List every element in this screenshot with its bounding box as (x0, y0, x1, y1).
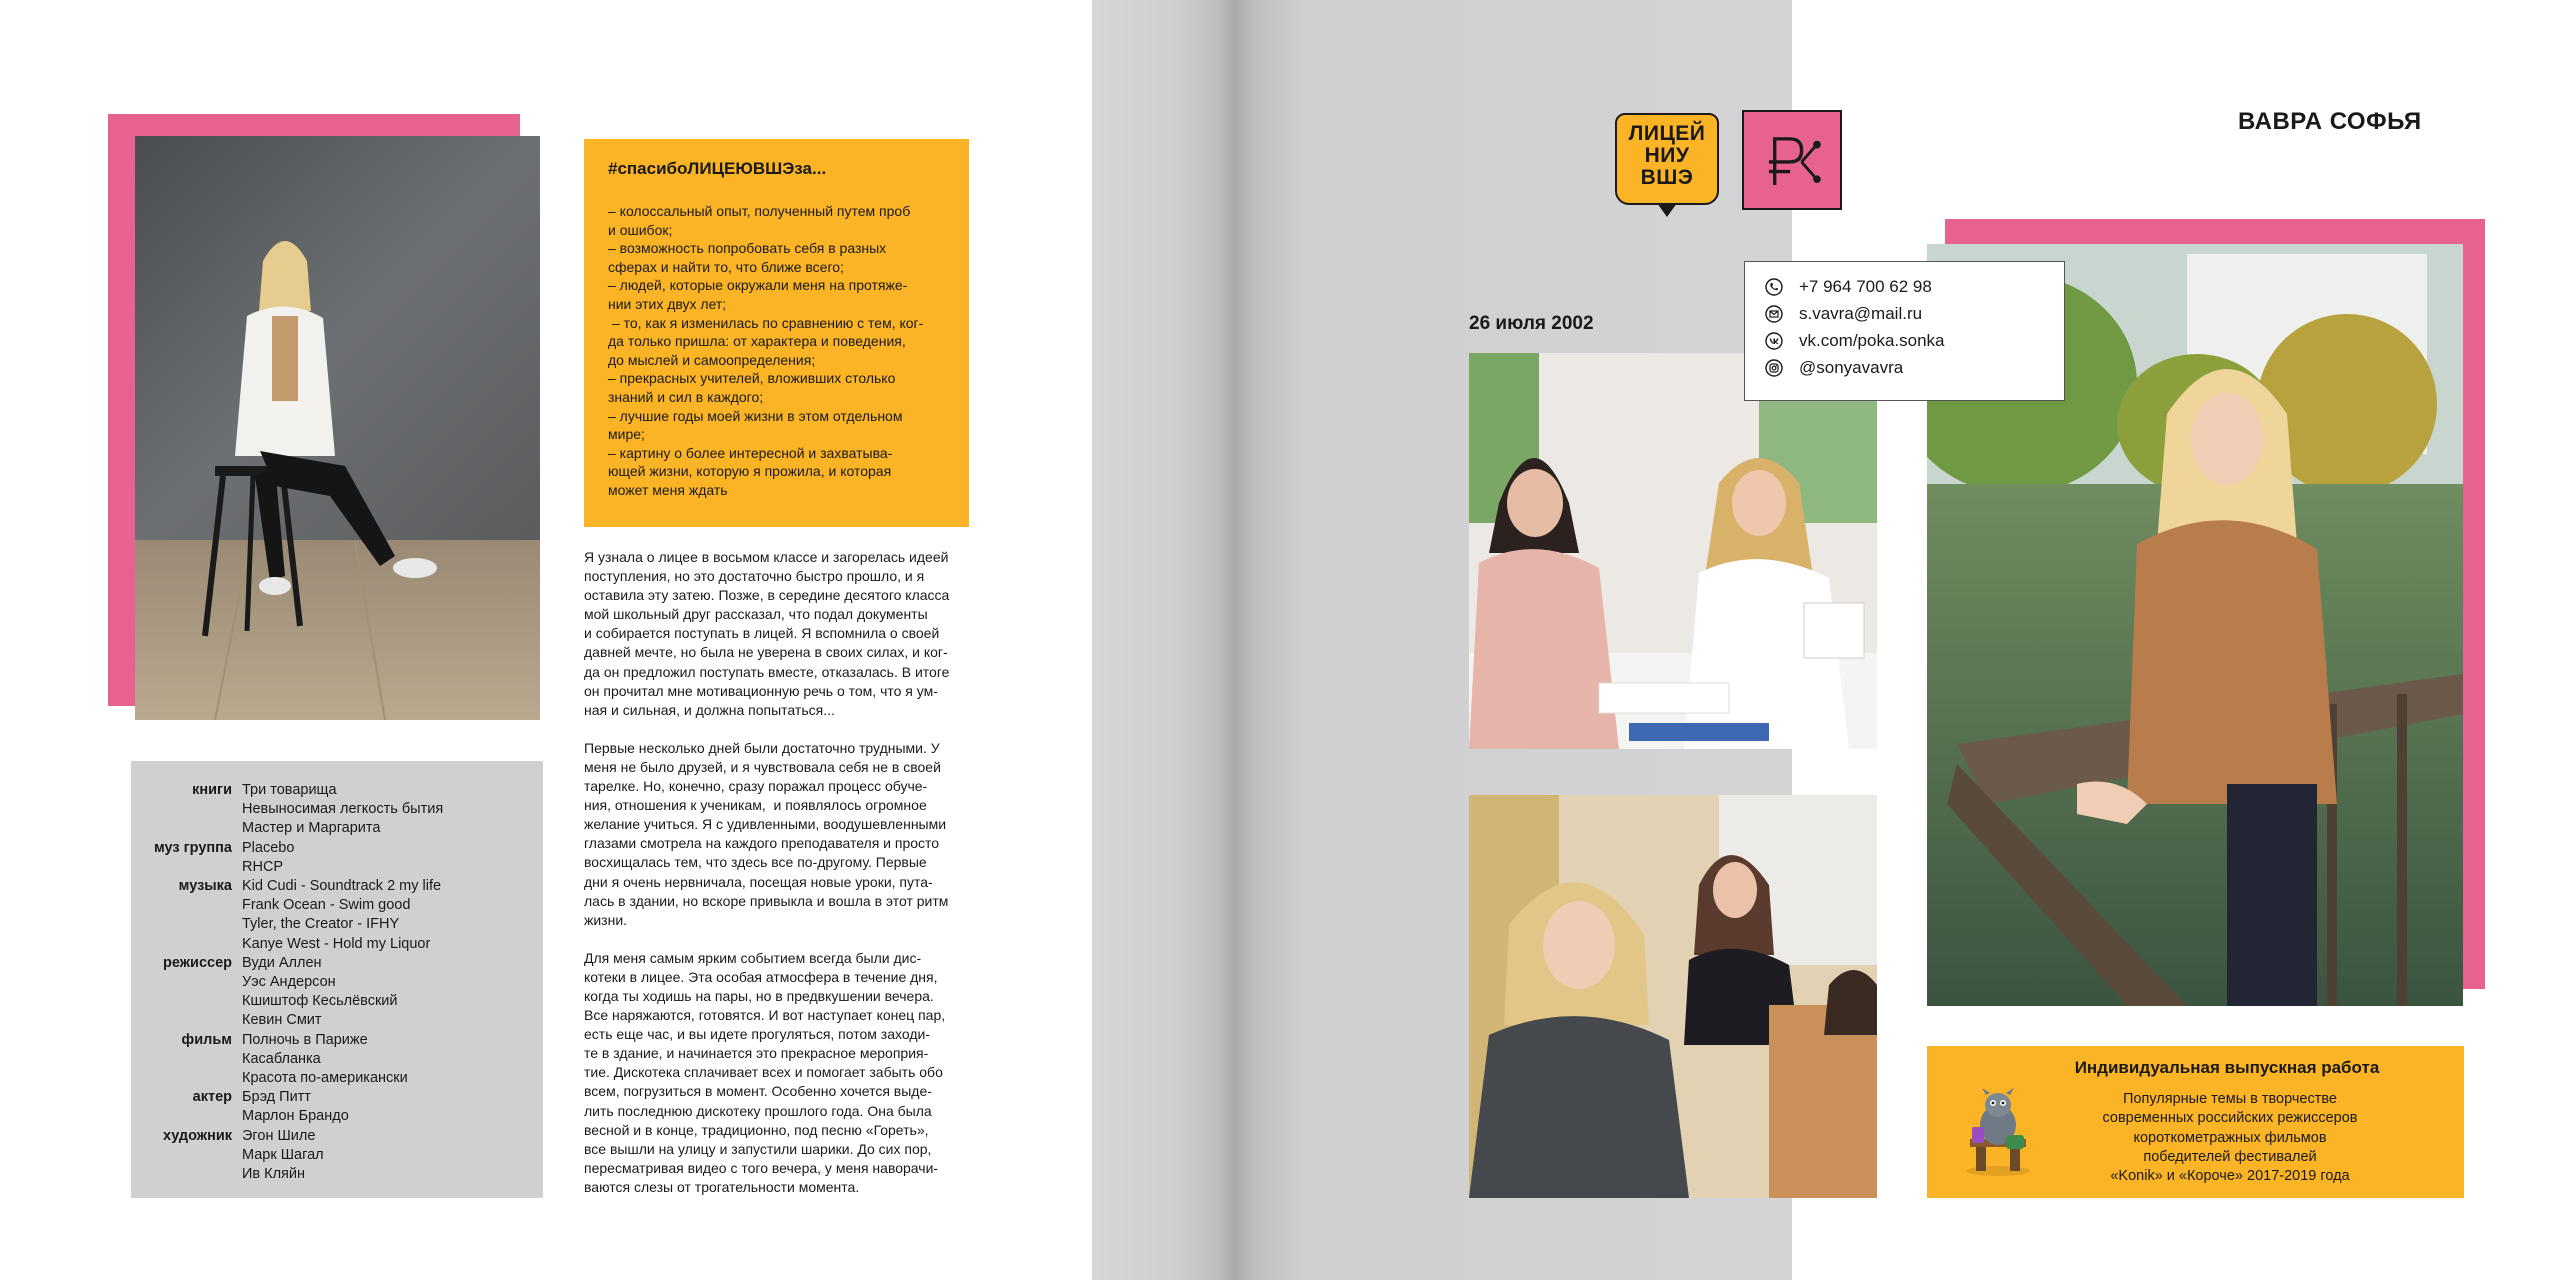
story-line: Для меня самым ярким событием всегда были дис- (584, 949, 922, 966)
student-name: ВАВРА СОФЬЯ (2238, 108, 2422, 135)
project-line: Популярные темы в творчестве (2123, 1091, 2337, 1107)
logo-pointer (1657, 203, 1677, 217)
favorites-item: Брэд Питт (242, 1089, 311, 1106)
story-line: меня не было друзей, и я чувствовала себя не в своей (584, 758, 941, 775)
story-line: те в здание, и начинается это прекрасное мероприя- (584, 1045, 929, 1062)
favorites-item: Марк Шагал (242, 1146, 324, 1163)
quote-line: и ошибок; (608, 221, 673, 238)
favorites-category: режиссер (163, 954, 232, 971)
contact-phone[interactable] (1765, 276, 1932, 298)
story-line: давней мечте, но была не уверена в своих силах, и ког- (584, 644, 948, 661)
favorites-row (132, 1088, 532, 1107)
favorites-category: фильм (181, 1031, 232, 1048)
story-line: ная и сильная, и должна попытаться... (584, 701, 835, 718)
favorites-row (132, 781, 532, 800)
favorites-item: Kanye West - Hold my Liquor (242, 935, 431, 952)
birth-date: 26 июля 2002 (1469, 313, 1594, 334)
project-line: победителей фестивалей (2143, 1148, 2317, 1165)
story-line: желание учиться. Я с удивленными, воодушевленными (584, 816, 947, 833)
story-line: лась в здании, но вскоре привыкла и вошла в этот ритм (584, 892, 949, 909)
favorites-item: Мастер и Маргарита (242, 820, 381, 837)
contact-instagram-text: @sonyavavra (1799, 358, 1904, 377)
quote-line: – то, как я изменилась по сравнению с тем, ког- (608, 314, 924, 331)
story-line: жизни. (584, 911, 628, 928)
favorites-item: RHCP (242, 858, 284, 875)
favorites-row (132, 1146, 532, 1165)
story-line: ния, отношения к ученикам, и появлялось огромное (584, 797, 927, 814)
favorites-row (132, 1011, 532, 1030)
story-line: лить последнюю дискотеку прошлого года. Она была (584, 1102, 932, 1119)
story-line: пересматривая видео с того вечера, у меня наворачи- (584, 1159, 939, 1176)
favorites-item: Kid Cudi - Soundtrack 2 my life (242, 878, 442, 895)
story-line: оставила эту затею. Позже, в середине десятого класса (584, 587, 950, 604)
quote-line: – людей, которые окружали меня на протяже- (608, 277, 908, 294)
favorites-category: музыка (178, 878, 232, 895)
story-line: Я узнала о лицее в восьмом классе и загорелась идеей (584, 549, 949, 565)
story-line: Все наряжаются, готовятся. И вот наступает конец пар, (584, 1007, 946, 1024)
favorites-table (132, 781, 532, 1184)
favorites-row (132, 800, 532, 819)
favorites-item: Кевин Смит (242, 1012, 322, 1029)
favorites-item: Tyler, the Creator - IFHY (242, 916, 400, 933)
quote-line: – картину о более интересной и захватыва- (608, 444, 893, 461)
favorites-item: Эгон Шиле (242, 1127, 316, 1144)
lyceum-hse-logo (1615, 113, 1719, 205)
quote-line: нии этих двух лет; (608, 295, 727, 312)
story-line: Первые несколько дней были достаточно трудными. У (584, 739, 940, 756)
project-line: современных российских режиссеров (2102, 1110, 2358, 1127)
ruble-share-logo (1742, 110, 1842, 210)
favorites-item: Placebo (242, 839, 295, 856)
favorites-row (132, 935, 532, 954)
story-line: и собирается поступать в лицей. Я вспомнила о своей (584, 625, 940, 642)
favorites-row (132, 954, 532, 973)
favorites-row (132, 1031, 532, 1050)
ruble-share-icon (1744, 112, 1840, 208)
favorites-row (132, 992, 532, 1011)
favorites-row (132, 1127, 532, 1146)
favorites-item: Марлон Брандо (242, 1108, 349, 1125)
contact-vk[interactable] (1765, 330, 1945, 352)
favorites-row (132, 1050, 532, 1069)
contact-email[interactable] (1765, 303, 1922, 325)
quote-line: – лучшие годы моей жизни в этом отдельном (608, 407, 903, 424)
contact-card (1744, 261, 2065, 401)
story-line: котеки в лицее. Эта особая атмосфера в течение дня, (584, 968, 938, 985)
favorites-row (132, 1107, 532, 1126)
story-line: мой школьный друг рассказал, что подал документы (584, 606, 928, 623)
favorites-item: Кшиштоф Кесьлёвский (242, 993, 398, 1010)
favorites-category: муз группа (154, 839, 232, 856)
favorites-item: Три товарища (242, 782, 337, 798)
quote-line: может меня ждать (608, 481, 728, 498)
favorites-category: актер (192, 1089, 232, 1106)
contact-phone-text: +7 964 700 62 98 (1799, 277, 1932, 296)
story-line: все вышли на улицу и запустили шарики. До сих пор, (584, 1140, 932, 1157)
favorites-item: Полночь в Париже (242, 1031, 368, 1048)
favorites-row (132, 819, 532, 838)
story-line: тие. Дискотека сплачивает всех и помогает забыть обо (584, 1064, 943, 1081)
favorites-item: Ив Кляйн (242, 1166, 306, 1183)
favorites-item: Невыносимая легкость бытия (242, 801, 444, 818)
graduation-project-title: Индивидуальная выпускная работа (2074, 1058, 2380, 1077)
studio-portrait-photo (135, 136, 540, 720)
contact-vk-text: vk.com/poka.sonka (1799, 331, 1945, 350)
vk-icon (1765, 332, 1783, 350)
story-paragraph (584, 739, 974, 930)
favorites-category: книги (192, 782, 232, 798)
classroom-photo-students (1469, 795, 1877, 1198)
thanks-quote-list (608, 202, 958, 500)
story-line: восхищалась тем, что здесь все по-другому. Первые (584, 854, 927, 871)
story-line: дни я очень нервничала, посещая новые уроки, пута- (584, 873, 933, 890)
story-line: поступления, но это достаточно быстро прошло, и я (584, 568, 925, 585)
story-line: когда ты ходишь на пары, но в предвкушении вечера. (584, 987, 934, 1004)
favorites-row (132, 973, 532, 992)
story-line: тарелке. Но, конечно, сразу поражал процесс обуче- (584, 778, 928, 795)
quote-line: – прекрасных учителей, вложивших столько (608, 370, 896, 387)
quote-line: да только пришла: от характера и поведения, (608, 333, 906, 350)
story-line: всем, погрузиться в момент. Особенно хочется выде- (584, 1083, 932, 1100)
story-line: есть еще час, и вы идете прогуляться, потом заходи- (584, 1026, 930, 1043)
classroom-photo-teacher (1469, 353, 1877, 749)
phone-icon (1765, 278, 1783, 296)
thanks-quote-title: #спасибоЛИЦЕЮВШЭза... (608, 159, 827, 178)
favorites-row (132, 1069, 532, 1088)
project-line: «Konik» и «Короче» 2017-2019 года (2110, 1168, 2350, 1185)
story-line: глазами смотрела на каждого преподавателя и просто (584, 835, 940, 852)
story-paragraph (584, 548, 974, 720)
contact-email-text: s.vavra@mail.ru (1799, 304, 1923, 323)
instagram-icon (1765, 359, 1783, 377)
favorites-item: Касабланка (242, 1050, 321, 1067)
quote-line: ющей жизни, которую я прожила, и которая (608, 463, 892, 480)
project-line: короткометражных фильмов (2133, 1129, 2327, 1146)
quote-line: до мыслей и самоопределения; (608, 351, 816, 368)
logo-text-line: ВШЭ (1640, 166, 1694, 189)
story-line: ваются слезы от трогательности момента. (584, 1178, 860, 1195)
logo-text-line: ЛИЦЕЙ (1628, 122, 1706, 145)
story-line: он прочитал мне мотивационную речь о том, что я ум- (584, 682, 938, 699)
story-paragraph (584, 949, 974, 1197)
quote-line: – возможность попробовать себя в разных (608, 240, 887, 257)
favorites-row (132, 1165, 532, 1184)
favorites-row (132, 915, 532, 934)
favorites-row (132, 858, 532, 877)
story-text (584, 548, 974, 1216)
quote-line: сферах и найти то, что ближе всего; (608, 258, 844, 275)
contact-instagram[interactable] (1765, 357, 1903, 379)
mail-icon (1765, 305, 1783, 323)
logo-text-line: НИУ (1644, 144, 1690, 167)
quote-line: мире; (608, 426, 645, 443)
story-line: да он предложил поступать вместе, отказалась. В итоге (584, 663, 950, 680)
quote-line: знаний и сил в каждого; (608, 388, 764, 405)
favorites-item: Frank Ocean - Swim good (242, 897, 411, 914)
graduation-project-topic (1980, 1090, 2480, 1186)
favorites-row (132, 839, 532, 858)
favorites-item: Красота по-американски (242, 1070, 408, 1087)
favorites-category: художник (162, 1127, 232, 1144)
story-line: весной и в конце, традиционно, под песню «Гореть», (584, 1121, 929, 1138)
quote-line: – колоссальный опыт, полученный путем проб (608, 203, 911, 219)
favorites-row (132, 877, 532, 896)
favorites-row (132, 896, 532, 915)
favorites-item: Уэс Андерсон (242, 974, 336, 991)
favorites-item: Вуди Аллен (242, 954, 322, 971)
